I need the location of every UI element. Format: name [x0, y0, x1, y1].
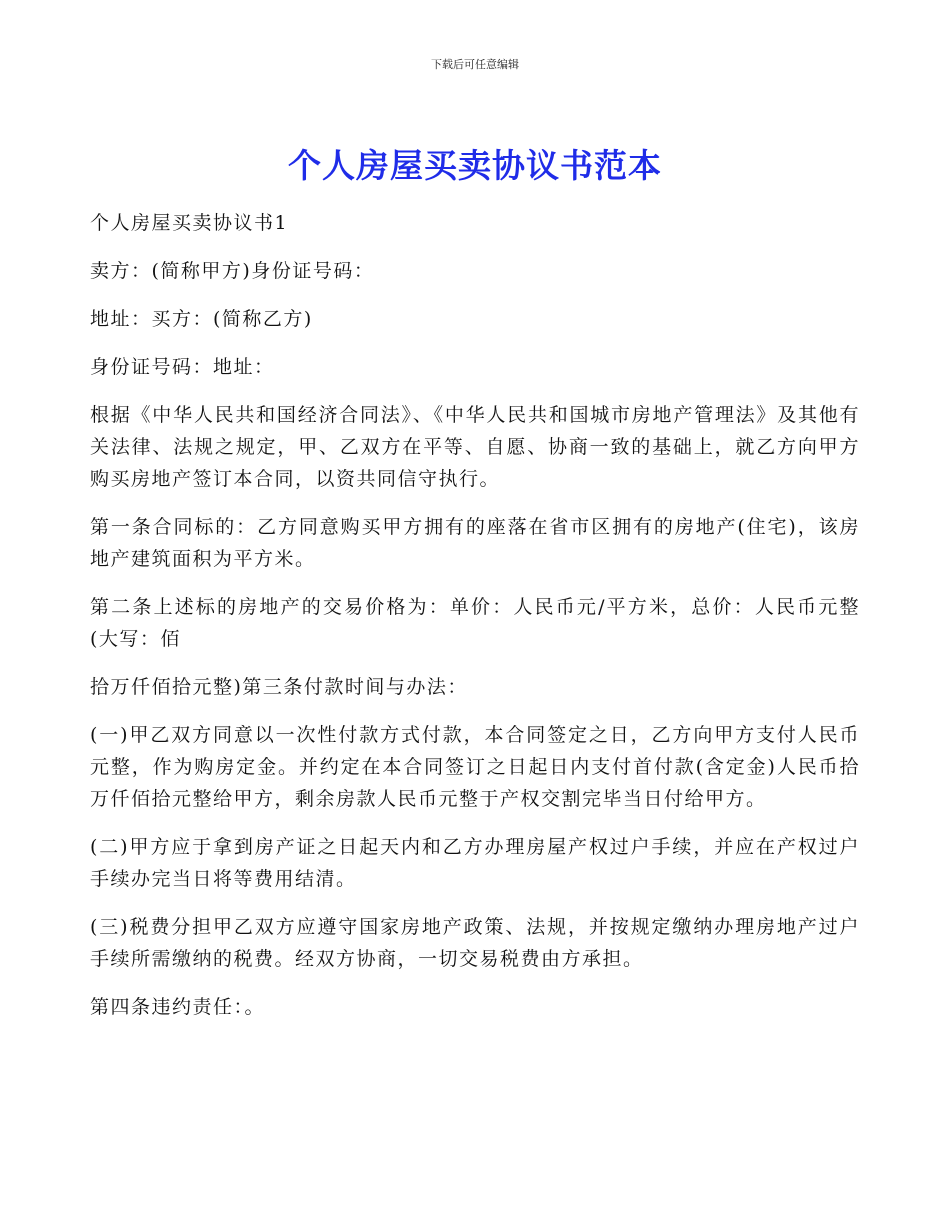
paragraph-article-1: 第一条合同标的：乙方同意购买甲方拥有的座落在省市区拥有的房地产(住宅)，该房地产建筑面积为平方米。	[90, 516, 860, 570]
paragraph-clause-1: (一)甲乙双方同意以一次性付款方式付款，本合同签定之日，乙方向甲方支付人民币元整，作为购房定金。并约定在本合同签订之日起日内支付首付款(含定金)人民币拾万仟佰拾元整给甲方，剩余房款人民币元整于产权交割完毕当日付给甲方。	[90, 724, 860, 810]
paragraph-article-3: 拾万仟佰拾元整)第三条付款时间与办法：	[90, 676, 468, 698]
paragraph-seller: 卖方：(简称甲方)身份证号码：	[90, 260, 375, 282]
paragraph-clause-3: (三)税费分担甲乙双方应遵守国家房地产政策、法规，并按规定缴纳办理房地产过户手续所需缴纳的税费。经双方协商，一切交易税费由方承担。	[90, 916, 860, 970]
paragraph-agreement-number: 个人房屋买卖协议书1	[90, 212, 289, 234]
paragraph-article-2: 第二条上述标的房地产的交易价格为：单价：人民币元/平方米，总价：人民币元整(大写：佰	[90, 596, 860, 650]
header-note: 下载后可任意编辑	[431, 58, 519, 71]
paragraph-clause-2: (二)甲方应于拿到房产证之日起天内和乙方办理房屋产权过户手续，并应在产权过户手续办完当日将等费用结清。	[90, 836, 860, 890]
document-body	[90, 207, 860, 1039]
paragraph-legal-basis: 根据《中华人民共和国经济合同法》、《中华人民共和国城市房地产管理法》及其他有关法律、法规之规定，甲、乙双方在平等、自愿、协商一致的基础上，就乙方向甲方购买房地产签订本合同，以资共同信守执行。	[90, 404, 860, 490]
paragraph-id-address: 身份证号码：地址：	[90, 356, 275, 378]
paragraph-address-buyer: 地址：买方：(简称乙方)	[90, 308, 313, 330]
paragraph-article-4: 第四条违约责任：。	[90, 996, 266, 1018]
document-title: 个人房屋买卖协议书范本	[288, 146, 662, 185]
